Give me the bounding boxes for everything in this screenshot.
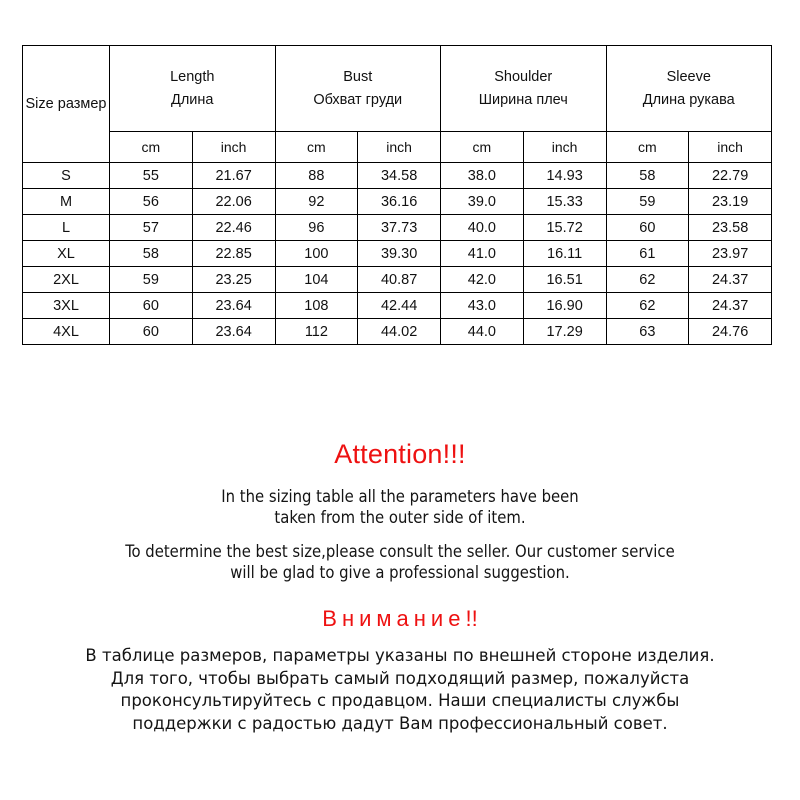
table-body (23, 163, 772, 345)
table-cell-measurement: 15.33 (523, 189, 606, 215)
header-group-bust (275, 46, 441, 132)
table-cell-measurement: 60 (606, 215, 689, 241)
table-cell-measurement: 23.64 (192, 293, 275, 319)
header-unit-row (23, 132, 772, 163)
attention-heading-english: Attention!!! (334, 439, 466, 469)
table-cell-measurement: 23.25 (192, 267, 275, 293)
table-cell-measurement: 57 (110, 215, 193, 241)
table-cell-measurement: 63 (606, 319, 689, 345)
table-row (23, 267, 772, 293)
table-row (23, 163, 772, 189)
table-cell-measurement: 43.0 (441, 293, 524, 319)
notice-english-line-1: In the sizing table all the parameters have been (221, 486, 579, 506)
table-cell-measurement: 17.29 (523, 319, 606, 345)
table-row (23, 215, 772, 241)
table-cell-size: S (23, 163, 110, 189)
table-cell-measurement: 40.0 (441, 215, 524, 241)
table-cell-measurement: 88 (275, 163, 358, 189)
table-cell-measurement: 34.58 (358, 163, 441, 189)
table-cell-measurement: 22.46 (192, 215, 275, 241)
table-cell-measurement: 60 (110, 293, 193, 319)
table-cell-measurement: 38.0 (441, 163, 524, 189)
header-group-length (110, 46, 276, 132)
table-cell-measurement: 58 (606, 163, 689, 189)
table-cell-measurement: 55 (110, 163, 193, 189)
notice-paragraph-russian (0, 645, 800, 735)
table-cell-measurement: 22.79 (689, 163, 772, 189)
notice-paragraph-english-2 (0, 541, 800, 583)
table-cell-measurement: 112 (275, 319, 358, 345)
table-cell-measurement: 16.11 (523, 241, 606, 267)
header-unit-length-inch: inch (192, 132, 275, 163)
notice-russian-line-3: проконсультируйтесь с продавцом. Наши специалисты службы (120, 691, 680, 711)
header-group-bust-ru: Обхват груди (313, 91, 403, 108)
table-cell-size: 4XL (23, 319, 110, 345)
notice-paragraph-english-1 (0, 486, 800, 528)
size-chart-table-container (22, 45, 772, 345)
table-cell-measurement: 23.19 (689, 189, 772, 215)
table-cell-measurement: 24.76 (689, 319, 772, 345)
table-cell-size: 2XL (23, 267, 110, 293)
header-group-sleeve-ru: Длина рукава (642, 91, 735, 108)
notice-english-line-4: will be glad to give a professional suggestion. (230, 563, 570, 583)
notice-section (0, 440, 800, 735)
table-row (23, 319, 772, 345)
header-unit-bust-inch: inch (358, 132, 441, 163)
table-cell-measurement: 21.67 (192, 163, 275, 189)
notice-english-line-3: To determine the best size,please consult the seller. Our customer service (125, 541, 675, 561)
table-cell-measurement: 104 (275, 267, 358, 293)
table-row (23, 189, 772, 215)
header-group-sleeve-en: Sleeve (666, 69, 711, 86)
table-cell-measurement: 59 (606, 189, 689, 215)
size-chart-table (22, 45, 772, 345)
table-cell-measurement: 61 (606, 241, 689, 267)
table-cell-measurement: 23.64 (192, 319, 275, 345)
header-unit-length-cm: cm (110, 132, 193, 163)
header-size-label-ru: размер (57, 95, 107, 112)
table-cell-measurement: 42.44 (358, 293, 441, 319)
table-cell-measurement: 42.0 (441, 267, 524, 293)
header-size-cell (23, 46, 110, 163)
table-cell-measurement: 96 (275, 215, 358, 241)
table-header (23, 46, 772, 163)
notice-english-line-2: taken from the outer side of item. (274, 507, 526, 527)
table-cell-measurement: 62 (606, 267, 689, 293)
table-cell-measurement: 14.93 (523, 163, 606, 189)
table-cell-size: M (23, 189, 110, 215)
attention-heading-russian-word: Внимание (322, 606, 466, 632)
header-group-sleeve (606, 46, 772, 132)
table-cell-measurement: 92 (275, 189, 358, 215)
header-group-shoulder (441, 46, 607, 132)
table-cell-size: L (23, 215, 110, 241)
table-cell-measurement: 39.30 (358, 241, 441, 267)
table-cell-measurement: 108 (275, 293, 358, 319)
header-group-length-ru: Длина (171, 91, 214, 108)
table-cell-measurement: 62 (606, 293, 689, 319)
table-cell-measurement: 22.85 (192, 241, 275, 267)
table-cell-measurement: 23.58 (689, 215, 772, 241)
attention-heading-russian (0, 607, 800, 631)
table-row (23, 293, 772, 319)
table-cell-measurement: 59 (110, 267, 193, 293)
attention-heading-russian-exclamation: !! (465, 606, 478, 632)
header-group-shoulder-ru: Ширина плеч (478, 91, 568, 108)
header-unit-sleeve-cm: cm (606, 132, 689, 163)
table-cell-measurement: 40.87 (358, 267, 441, 293)
header-size-label-en: Size (25, 95, 54, 112)
table-cell-measurement: 41.0 (441, 241, 524, 267)
notice-russian-line-4: поддержки с радостью дадут Вам профессиональный совет. (132, 713, 668, 733)
table-cell-measurement: 24.37 (689, 267, 772, 293)
table-cell-measurement: 36.16 (358, 189, 441, 215)
table-cell-size: 3XL (23, 293, 110, 319)
table-cell-measurement: 16.51 (523, 267, 606, 293)
table-cell-measurement: 23.97 (689, 241, 772, 267)
table-cell-measurement: 56 (110, 189, 193, 215)
header-unit-shoulder-cm: cm (441, 132, 524, 163)
header-group-shoulder-en: Shoulder (494, 69, 553, 86)
table-cell-measurement: 37.73 (358, 215, 441, 241)
table-cell-measurement: 100 (275, 241, 358, 267)
table-cell-measurement: 16.90 (523, 293, 606, 319)
table-cell-measurement: 44.0 (441, 319, 524, 345)
header-unit-shoulder-inch: inch (523, 132, 606, 163)
header-group-bust-en: Bust (343, 69, 373, 86)
header-unit-sleeve-inch: inch (689, 132, 772, 163)
table-cell-measurement: 22.06 (192, 189, 275, 215)
notice-russian-line-1: В таблице размеров, параметры указаны по внешней стороне изделия. (85, 646, 715, 666)
table-cell-measurement: 60 (110, 319, 193, 345)
table-cell-measurement: 24.37 (689, 293, 772, 319)
table-cell-measurement: 58 (110, 241, 193, 267)
header-unit-bust-cm: cm (275, 132, 358, 163)
notice-russian-line-2: Для того, чтобы выбрать самый подходящий размер, пожалуйста (110, 668, 690, 688)
table-cell-size: XL (23, 241, 110, 267)
header-group-row (23, 46, 772, 132)
table-cell-measurement: 39.0 (441, 189, 524, 215)
table-cell-measurement: 15.72 (523, 215, 606, 241)
table-cell-measurement: 44.02 (358, 319, 441, 345)
table-row (23, 241, 772, 267)
header-group-length-en: Length (170, 69, 215, 86)
